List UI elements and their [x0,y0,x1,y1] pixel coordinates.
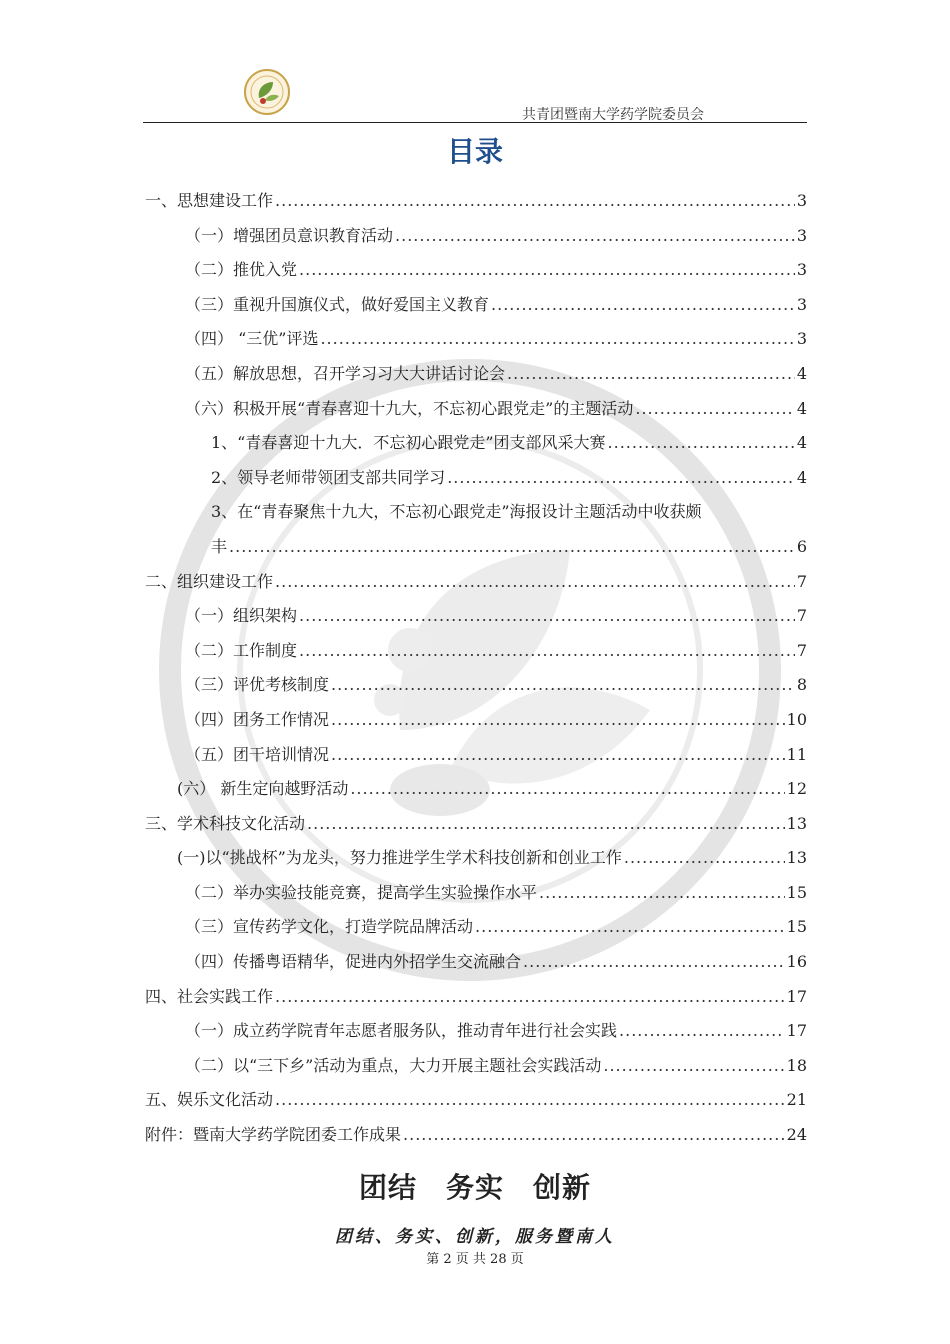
toc-entry-page: 4 [796,467,807,487]
page-number: 第 2 页 共 28 页 [426,1252,524,1267]
toc-entry[interactable] [145,357,807,392]
toc-entry-page: 17 [786,986,807,1006]
toc-leader-dots [447,461,795,496]
toc-entry-page: 17 [786,1021,807,1041]
toc-entry-label: 3、在“青春聚焦十九大，不忘初心跟党走”海报设计主题活动中收获颇 [211,502,702,522]
toc-entry-page: 10 [786,709,807,729]
toc-leader-dots [603,1049,784,1084]
toc-entry-page: 18 [786,1055,807,1075]
toc-leader-dots [624,841,785,876]
toc-entry[interactable] [145,392,807,427]
toc-entry[interactable] [145,184,807,219]
toc-entry-page: 4 [796,363,807,383]
motto: 团结、务实、创新，服务暨南人 [335,1227,615,1247]
toc-entry[interactable] [145,1049,807,1084]
header-divider [143,122,807,123]
toc-entry[interactable] [145,219,807,254]
toc-entry-label: （一）组织架构 [185,606,298,626]
toc-entry[interactable] [145,461,807,496]
toc-entry[interactable] [145,634,807,669]
toc-entry-page: 8 [796,675,807,695]
toc-entry-label: （二）工作制度 [185,640,298,660]
toc-entry-page: 11 [786,744,807,764]
toc-entry-label: 一、思想建设工作 [145,191,274,210]
toc-entry[interactable] [145,772,807,807]
toc-leader-dots [299,599,795,634]
toc-entry[interactable] [145,1083,807,1118]
toc-entry[interactable] [145,288,807,323]
toc-entry-label: 四、社会实践工作 [145,986,274,1006]
toc-entry-page: 12 [786,779,807,799]
toc-leader-dots [539,876,785,911]
toc-entry-page: 15 [786,917,807,937]
toc-leader-dots [635,392,794,427]
toc-entry-label: （三）宣传药学文化，打造学院品牌活动 [185,917,474,937]
toc-entry-page: 3 [796,260,807,280]
toc-entry-label: （六）积极开展“青春喜迎十九大，不忘初心跟党走”的主题活动 [185,398,634,418]
toc-entry[interactable] [145,426,807,461]
toc-leader-dots [299,253,795,288]
toc-entry[interactable] [145,322,807,357]
toc-entry-label: （二）推优入党 [185,260,298,280]
page-title: 目录 [446,135,503,168]
toc-entry-page: 6 [796,536,807,556]
toc-entry[interactable] [145,1014,807,1049]
table-of-contents [145,184,807,1153]
toc-leader-dots [331,668,795,703]
toc-entry[interactable] [145,1118,807,1153]
toc-leader-dots [275,565,795,600]
toc-entry-page: 7 [796,606,807,626]
toc-entry-page: 16 [786,952,807,972]
toc-entry-label: （三）重视升国旗仪式，做好爱国主义教育 [185,294,490,314]
toc-leader-dots [395,219,795,254]
toc-entry-label: （二）举办实验技能竞赛，提高学生实验操作水平 [185,882,538,902]
toc-entry[interactable] [145,253,807,288]
toc-leader-dots [307,807,785,842]
toc-entry-page: 21 [786,1090,807,1110]
toc-entry-label: （五）解放思想，召开学习习大大讲话讨论会 [185,363,506,383]
toc-entry[interactable] [145,980,807,1015]
toc-entry-page: 3 [796,191,807,210]
toc-entry-page: 15 [786,882,807,902]
toc-entry[interactable] [145,495,807,530]
toc-leader-dots [229,530,795,565]
toc-entry-page: 24 [786,1125,807,1145]
toc-leader-dots [608,426,795,461]
toc-entry-label: （四）团务工作情况 [185,709,330,729]
toc-leader-dots [619,1014,785,1049]
toc-entry-label: (一)以“挑战杯”为龙头，努力推进学生学术科技创新和创业工作 [177,848,622,868]
toc-entry[interactable] [145,738,807,773]
toc-leader-dots [275,980,785,1015]
toc-entry-page: 13 [786,848,807,868]
toc-entry-page: 3 [796,225,807,245]
toc-entry-page: 13 [786,813,807,833]
toc-entry-page: 4 [796,398,807,418]
toc-entry-label: (六） 新生定向越野活动 [177,779,349,799]
toc-entry-page: 4 [796,433,807,453]
toc-entry-label: （五）团干培训情况 [185,744,330,764]
toc-entry[interactable] [145,807,807,842]
toc-entry-page: 7 [796,571,807,591]
toc-entry-label: （三）评优考核制度 [185,675,330,695]
toc-entry[interactable] [145,703,807,738]
toc-entry[interactable] [145,841,807,876]
toc-entry[interactable] [145,945,807,980]
toc-entry-label: 1、“青春喜迎十九大．不忘初心跟党走”团支部风采大赛 [211,433,606,453]
toc-entry-label: 二、组织建设工作 [145,571,274,591]
toc-entry-page: 3 [796,329,807,349]
toc-leader-dots [475,910,785,945]
toc-leader-dots [320,322,794,357]
toc-leader-dots [331,738,785,773]
toc-entry-label: 附件：暨南大学药学院团委工作成果 [145,1125,402,1145]
toc-entry-label: 三、学术科技文化活动 [145,813,306,833]
toc-leader-dots [350,772,784,807]
toc-leader-dots [403,1118,785,1153]
toc-entry-label: （二）以“三下乡”活动为重点，大力开展主题社会实践活动 [185,1055,602,1075]
toc-entry-label: 2、领导老师带领团支部共同学习 [211,467,446,487]
toc-entry[interactable] [145,876,807,911]
toc-entry-page: 3 [796,294,807,314]
toc-leader-dots [331,703,785,738]
toc-entry[interactable] [145,565,807,600]
toc-leader-dots [491,288,795,323]
toc-entry-label: （四）传播粤语精华，促进内外招学生交流融合 [185,952,522,972]
toc-entry-label: （一）增强团员意识教育活动 [185,225,394,245]
toc-entry-label: （四） “三优”评选 [185,329,319,349]
toc-entry[interactable] [145,910,807,945]
toc-entry-label: 五、娱乐文化活动 [145,1090,274,1110]
toc-leader-dots [523,945,785,980]
toc-entry-label: （一）成立药学院青年志愿者服务队，推动青年进行社会实践 [185,1021,618,1041]
header-organization: 共青团暨南大学药学院委员会 [522,107,704,123]
toc-entry-page: 7 [796,640,807,660]
toc-entry-label: 丰 [211,536,228,556]
toc-entry[interactable] [145,668,807,703]
toc-leader-dots [275,1083,785,1118]
toc-entry[interactable] [145,599,807,634]
toc-entry-continuation[interactable] [145,530,807,565]
college-logo-icon [243,68,291,116]
toc-leader-dots [299,634,795,669]
toc-leader-dots [507,357,795,392]
slogan: 团结 务实 创新 [358,1171,591,1204]
toc-leader-dots [275,184,795,219]
